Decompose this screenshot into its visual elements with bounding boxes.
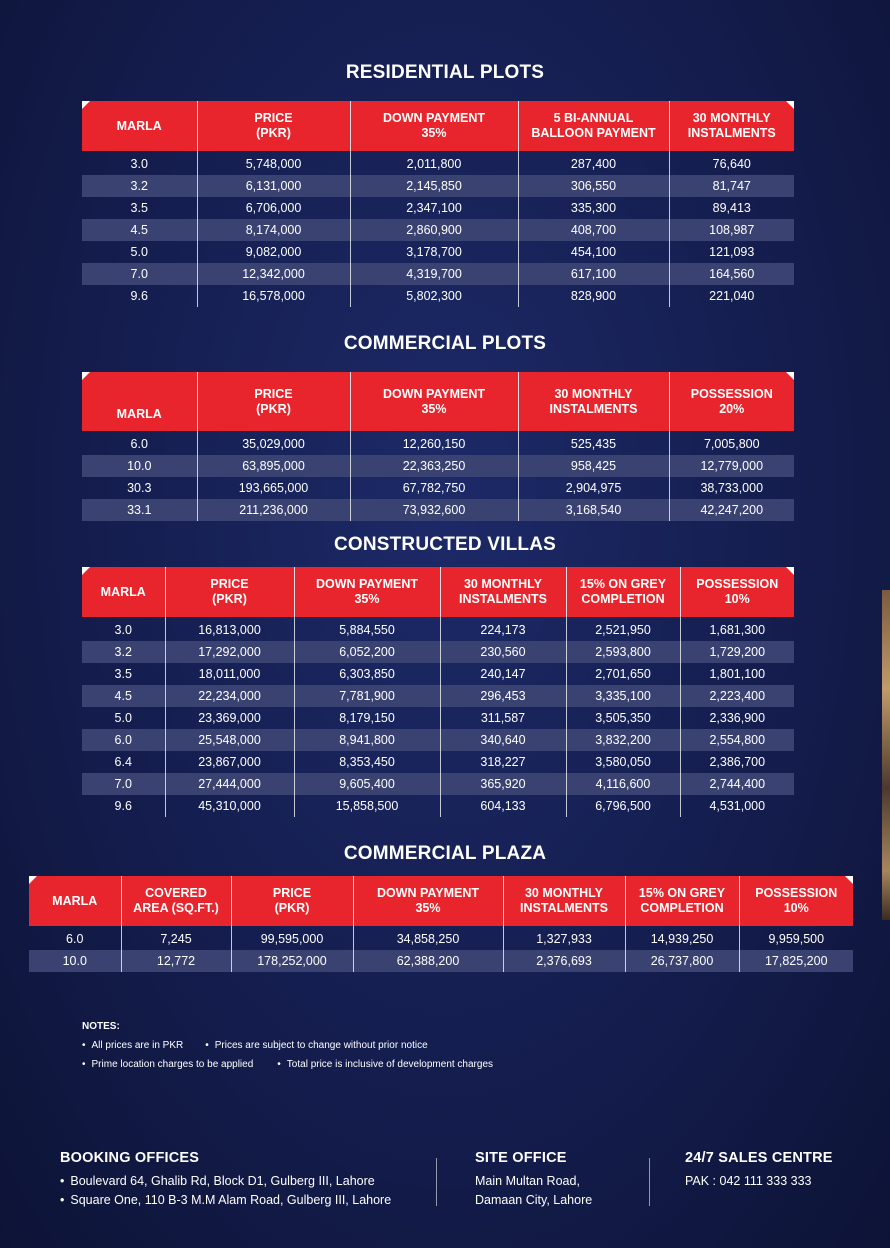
value-cell: 89,413 — [669, 197, 794, 219]
value-cell: 3,178,700 — [350, 241, 518, 263]
value-cell: 296,453 — [440, 685, 566, 707]
table-row — [82, 499, 794, 521]
commercial-plaza-title: COMMERCIAL PLAZA — [343, 843, 547, 864]
value-cell: 73,932,600 — [350, 499, 518, 521]
value-cell: 2,744,400 — [680, 773, 794, 795]
value-cell: 15,858,500 — [294, 795, 440, 817]
column-header: PRICE (PKR) — [197, 372, 350, 431]
value-cell: 4,319,700 — [350, 263, 518, 285]
constructed-villas-table — [82, 567, 794, 817]
value-cell: 2,223,400 — [680, 685, 794, 707]
table-row — [82, 455, 794, 477]
value-cell: 2,593,800 — [566, 641, 680, 663]
value-cell: 26,737,800 — [625, 950, 739, 972]
value-cell: 211,236,000 — [197, 499, 350, 521]
value-cell: 2,554,800 — [680, 729, 794, 751]
table-row — [29, 950, 853, 972]
value-cell: 7,245 — [121, 926, 231, 950]
commercial-plaza-table — [29, 876, 853, 972]
note-item: • Total price is inclusive of development charges — [277, 1059, 493, 1070]
value-cell: 2,521,950 — [566, 617, 680, 641]
column-header: PRICE (PKR) — [165, 567, 294, 617]
value-cell: 17,292,000 — [165, 641, 294, 663]
booking-office-address: • Square One, 110 B-3 M.M Alam Road, Gulberg III, Lahore — [60, 1191, 391, 1210]
value-cell: 5,884,550 — [294, 617, 440, 641]
column-header: 30 MONTHLY INSTALMENTS — [440, 567, 566, 617]
value-cell: 3,580,050 — [566, 751, 680, 773]
commercial-plots-table — [82, 372, 794, 521]
table-row — [82, 663, 794, 685]
value-cell: 2,347,100 — [350, 197, 518, 219]
value-cell: 408,700 — [518, 219, 669, 241]
value-cell: 6,706,000 — [197, 197, 350, 219]
marla-cell: 5.0 — [114, 711, 132, 725]
value-cell: 4,116,600 — [566, 773, 680, 795]
table-row — [82, 685, 794, 707]
marla-cell: 10.0 — [82, 455, 197, 477]
value-cell: 2,860,900 — [350, 219, 518, 241]
table-row — [82, 751, 794, 773]
constructed-villas-title: CONSTRUCTED VILLAS — [333, 534, 557, 555]
column-header: PRICE (PKR) — [197, 101, 350, 151]
value-cell: 38,733,000 — [669, 477, 794, 499]
table-row — [82, 795, 794, 817]
value-cell: 5,748,000 — [197, 151, 350, 175]
booking-offices — [60, 1150, 391, 1210]
value-cell: 340,640 — [440, 729, 566, 751]
value-cell: 224,173 — [440, 617, 566, 641]
site-office-heading: SITE OFFICE — [475, 1150, 567, 1166]
value-cell: 604,133 — [440, 795, 566, 817]
value-cell: 9,605,400 — [294, 773, 440, 795]
value-cell: 335,300 — [518, 197, 669, 219]
marla-cell: 4.5 — [82, 219, 197, 241]
footer-divider — [436, 1158, 437, 1206]
booking-office-address: • Boulevard 64, Ghalib Rd, Block D1, Gulberg III, Lahore — [60, 1172, 391, 1191]
marla-cell: 6.0 — [82, 729, 165, 751]
value-cell: 178,252,000 — [231, 950, 353, 972]
table-row — [82, 263, 794, 285]
value-cell: 8,179,150 — [294, 707, 440, 729]
column-header: 5 BI-ANNUAL BALLOON PAYMENT — [518, 101, 669, 151]
marla-cell: 3.2 — [82, 175, 197, 197]
value-cell: 454,100 — [518, 241, 669, 263]
marla-cell: 6.0 — [130, 437, 148, 451]
value-cell: 617,100 — [518, 263, 669, 285]
residential-plots-title: RESIDENTIAL PLOTS — [345, 62, 545, 83]
column-header: MARLA — [82, 372, 197, 431]
marla-cell: 5.0 — [130, 245, 148, 259]
value-cell: 3,505,350 — [566, 707, 680, 729]
note-item: • Prices are subject to change without prior notice — [205, 1040, 427, 1051]
value-cell: 12,342,000 — [197, 263, 350, 285]
table-row — [82, 285, 794, 307]
value-cell: 81,747 — [669, 175, 794, 197]
value-cell: 12,260,150 — [350, 431, 518, 455]
header-row — [82, 567, 794, 617]
value-cell: 22,363,250 — [350, 455, 518, 477]
column-header: DOWN PAYMENT 35% — [350, 372, 518, 431]
table-row — [82, 477, 794, 499]
site-office-address: Damaan City, Lahore — [475, 1193, 593, 1207]
value-cell: 164,560 — [669, 263, 794, 285]
value-cell: 9,959,500 — [739, 926, 853, 950]
value-cell: 2,904,975 — [518, 477, 669, 499]
table-row — [82, 219, 794, 241]
value-cell: 2,386,700 — [680, 751, 794, 773]
column-header: MARLA — [82, 567, 165, 617]
marla-cell: 10.0 — [29, 950, 121, 972]
value-cell: 121,093 — [669, 241, 794, 263]
commercial-plots-title: COMMERCIAL PLOTS — [343, 333, 547, 354]
value-cell: 3,168,540 — [518, 499, 669, 521]
value-cell: 6,131,000 — [197, 175, 350, 197]
marla-cell: 3.0 — [114, 623, 132, 637]
value-cell: 221,040 — [669, 285, 794, 307]
table-row — [82, 151, 794, 175]
header-row — [29, 876, 853, 926]
marla-cell: 3.2 — [82, 641, 165, 663]
value-cell: 25,548,000 — [165, 729, 294, 751]
marla-cell: 6.0 — [66, 932, 84, 946]
booking-offices-heading: BOOKING OFFICES — [60, 1150, 200, 1166]
table-row — [82, 773, 794, 795]
notes-line-2 — [82, 1059, 493, 1070]
site-office-address: Main Multan Road, — [475, 1174, 580, 1188]
column-header: POSSESSION 10% — [739, 876, 853, 926]
value-cell: 8,353,450 — [294, 751, 440, 773]
column-header: PRICE (PKR) — [231, 876, 353, 926]
value-cell: 42,247,200 — [669, 499, 794, 521]
notes-heading: NOTES: — [82, 1021, 120, 1032]
value-cell: 287,400 — [518, 151, 669, 175]
value-cell: 108,987 — [669, 219, 794, 241]
value-cell: 6,052,200 — [294, 641, 440, 663]
value-cell: 12,779,000 — [669, 455, 794, 477]
value-cell: 958,425 — [518, 455, 669, 477]
value-cell: 35,029,000 — [197, 431, 350, 455]
value-cell: 318,227 — [440, 751, 566, 773]
table-row — [82, 241, 794, 263]
value-cell: 306,550 — [518, 175, 669, 197]
column-header: POSSESSION 20% — [669, 372, 794, 431]
marla-cell: 7.0 — [82, 773, 165, 795]
value-cell: 193,665,000 — [197, 477, 350, 499]
column-header: 30 MONTHLY INSTALMENTS — [669, 101, 794, 151]
value-cell: 2,336,900 — [680, 707, 794, 729]
value-cell: 23,369,000 — [165, 707, 294, 729]
value-cell: 76,640 — [669, 151, 794, 175]
value-cell: 23,867,000 — [165, 751, 294, 773]
column-header: DOWN PAYMENT 35% — [294, 567, 440, 617]
value-cell: 3,832,200 — [566, 729, 680, 751]
table-row — [82, 175, 794, 197]
value-cell: 16,578,000 — [197, 285, 350, 307]
footer-divider — [649, 1158, 650, 1206]
value-cell: 365,920 — [440, 773, 566, 795]
table-row — [82, 197, 794, 219]
value-cell: 6,303,850 — [294, 663, 440, 685]
value-cell: 34,858,250 — [353, 926, 503, 950]
value-cell: 230,560 — [440, 641, 566, 663]
note-item: • All prices are in PKR — [82, 1040, 183, 1051]
value-cell: 2,145,850 — [350, 175, 518, 197]
marla-cell: 30.3 — [127, 481, 152, 495]
value-cell: 525,435 — [518, 431, 669, 455]
value-cell: 17,825,200 — [739, 950, 853, 972]
value-cell: 9,082,000 — [197, 241, 350, 263]
table-row — [82, 431, 794, 455]
header-row — [82, 372, 794, 431]
marla-cell: 33.1 — [82, 499, 197, 521]
sales-centre-heading: 24/7 SALES CENTRE — [685, 1150, 833, 1166]
value-cell: 240,147 — [440, 663, 566, 685]
residential-plots-table — [82, 101, 794, 307]
marla-cell: 9.6 — [114, 799, 132, 813]
column-header: 30 MONTHLY INSTALMENTS — [518, 372, 669, 431]
sales-centre-phone: PAK : 042 111 333 333 — [685, 1174, 812, 1188]
note-item: • Prime location charges to be applied — [82, 1059, 253, 1070]
value-cell: 7,781,900 — [294, 685, 440, 707]
value-cell: 1,327,933 — [503, 926, 625, 950]
column-header: DOWN PAYMENT 35% — [353, 876, 503, 926]
value-cell: 12,772 — [121, 950, 231, 972]
column-header: MARLA — [29, 876, 121, 926]
marla-cell: 4.5 — [82, 685, 165, 707]
value-cell: 99,595,000 — [231, 926, 353, 950]
value-cell: 27,444,000 — [165, 773, 294, 795]
value-cell: 22,234,000 — [165, 685, 294, 707]
column-header: 30 MONTHLY INSTALMENTS — [503, 876, 625, 926]
column-header: POSSESSION 10% — [680, 567, 794, 617]
table-row — [82, 729, 794, 751]
notes-block — [82, 1021, 493, 1078]
marla-cell: 6.4 — [114, 755, 132, 769]
value-cell: 828,900 — [518, 285, 669, 307]
value-cell: 14,939,250 — [625, 926, 739, 950]
table-row — [82, 707, 794, 729]
value-cell: 1,729,200 — [680, 641, 794, 663]
column-header: MARLA — [82, 101, 197, 151]
marla-cell: 3.5 — [130, 201, 148, 215]
value-cell: 8,174,000 — [197, 219, 350, 241]
value-cell: 5,802,300 — [350, 285, 518, 307]
value-cell: 7,005,800 — [669, 431, 794, 455]
value-cell: 2,376,693 — [503, 950, 625, 972]
value-cell: 1,681,300 — [680, 617, 794, 641]
edge-photo-strip — [882, 590, 890, 920]
value-cell: 3,335,100 — [566, 685, 680, 707]
value-cell: 18,011,000 — [165, 663, 294, 685]
value-cell: 67,782,750 — [350, 477, 518, 499]
value-cell: 311,587 — [440, 707, 566, 729]
notes-line-1 — [82, 1040, 493, 1051]
table-row — [29, 926, 853, 950]
value-cell: 8,941,800 — [294, 729, 440, 751]
value-cell: 16,813,000 — [165, 617, 294, 641]
sales-centre — [685, 1150, 833, 1191]
value-cell: 63,895,000 — [197, 455, 350, 477]
value-cell: 62,388,200 — [353, 950, 503, 972]
header-row — [82, 101, 794, 151]
column-header: 15% ON GREY COMPLETION — [625, 876, 739, 926]
value-cell: 45,310,000 — [165, 795, 294, 817]
table-row — [82, 617, 794, 641]
value-cell: 1,801,100 — [680, 663, 794, 685]
marla-cell: 7.0 — [82, 263, 197, 285]
marla-cell: 3.5 — [114, 667, 132, 681]
value-cell: 4,531,000 — [680, 795, 794, 817]
value-cell: 2,701,650 — [566, 663, 680, 685]
column-header: COVERED AREA (SQ.FT.) — [121, 876, 231, 926]
value-cell: 2,011,800 — [350, 151, 518, 175]
column-header: DOWN PAYMENT 35% — [350, 101, 518, 151]
site-office — [475, 1150, 592, 1210]
value-cell: 6,796,500 — [566, 795, 680, 817]
marla-cell: 3.0 — [130, 157, 148, 171]
column-header: 15% ON GREY COMPLETION — [566, 567, 680, 617]
table-row — [82, 641, 794, 663]
marla-cell: 9.6 — [130, 289, 148, 303]
